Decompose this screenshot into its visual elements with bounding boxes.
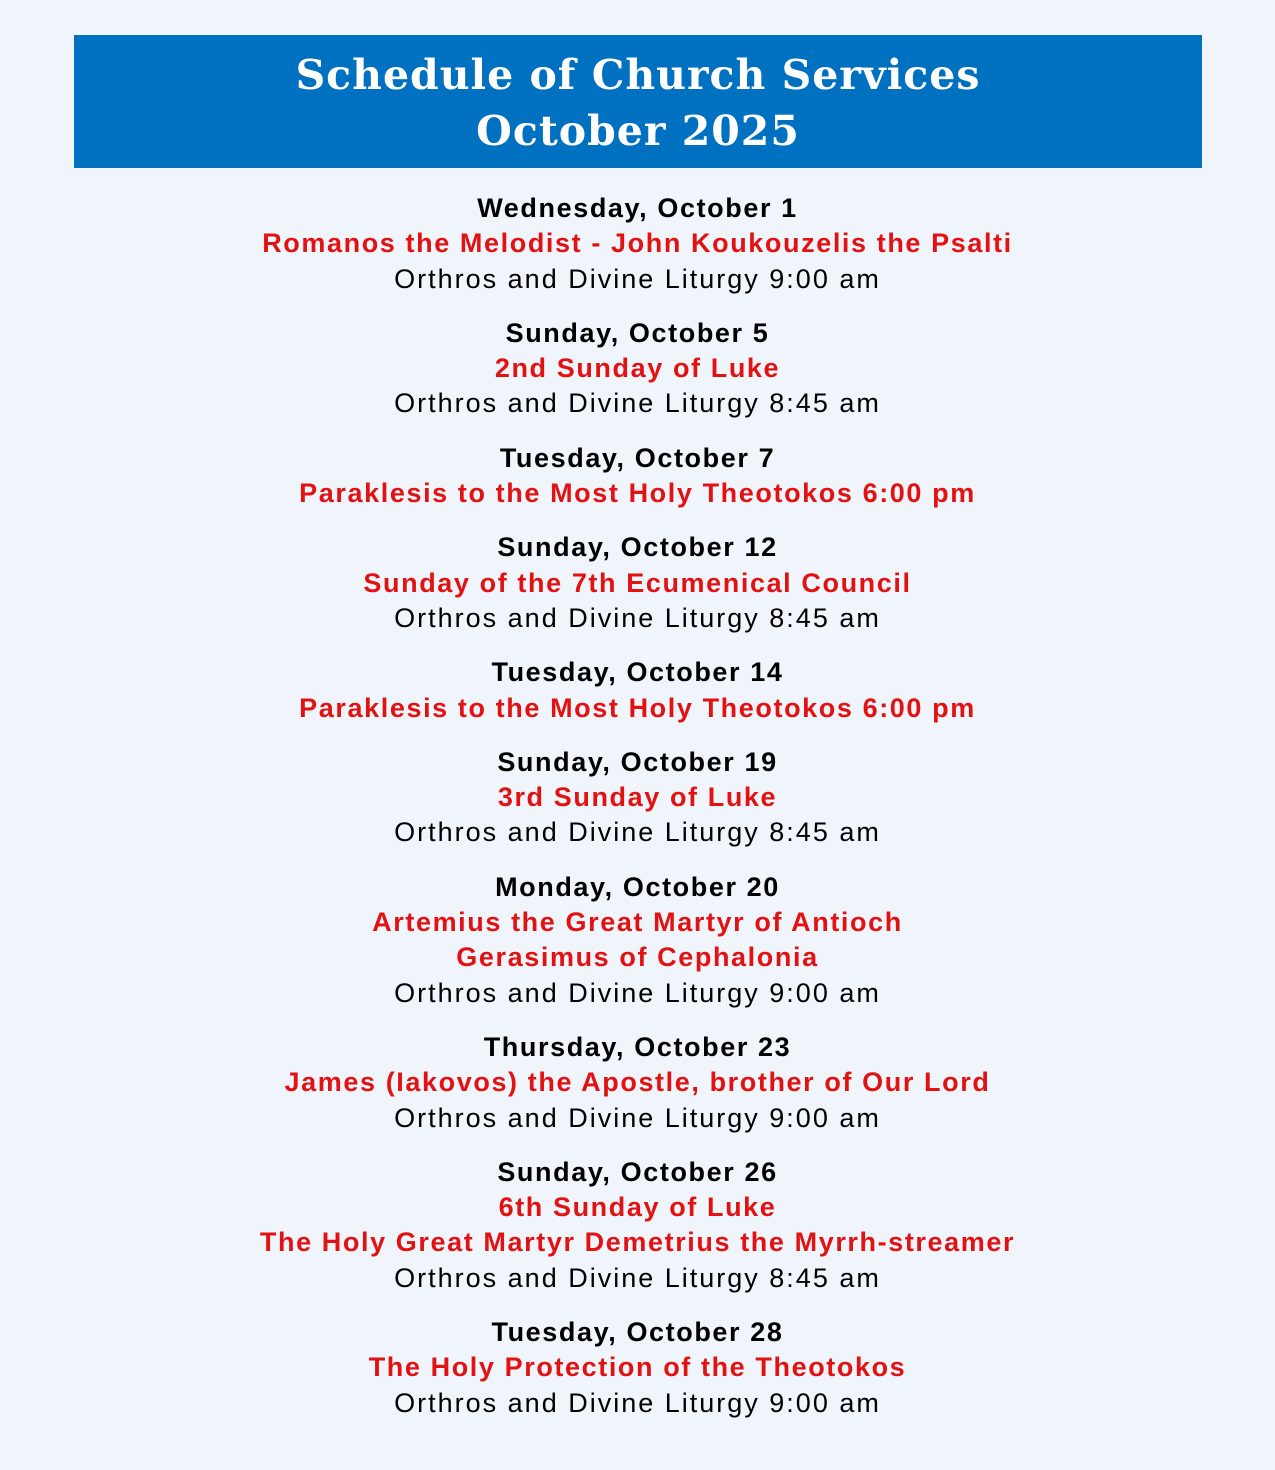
page-title: Schedule of Church Services <box>295 51 981 99</box>
entry-service-time: Orthros and Divine Liturgy 8:45 am <box>394 1262 881 1293</box>
entry-feast: Paraklesis to the Most Holy Theotokos 6:00 pm <box>299 692 976 723</box>
entry-feast: 2nd Sunday of Luke <box>494 353 781 384</box>
schedule-entry <box>0 1030 1275 1136</box>
entry-feast: The Holy Great Martyr Demetrius the Myrrh-streamer <box>259 1227 1016 1258</box>
schedule-entry <box>0 1155 1275 1296</box>
entry-service-time: Orthros and Divine Liturgy 9:00 am <box>394 1387 881 1418</box>
entry-feast: Gerasimus of Cephalonia <box>456 942 819 973</box>
schedule-entry <box>0 745 1275 851</box>
entry-date: Tuesday, October 28 <box>491 1317 784 1348</box>
schedule-entry <box>0 1315 1275 1421</box>
schedule-entry <box>0 655 1275 726</box>
schedule-entry <box>0 191 1275 297</box>
entry-feast: The Holy Protection of the Theotokos <box>368 1352 907 1383</box>
schedule-entry <box>0 316 1275 422</box>
schedule-entry <box>0 441 1275 512</box>
entry-feast: 6th Sunday of Luke <box>498 1192 777 1223</box>
entry-service-time: Orthros and Divine Liturgy 8:45 am <box>394 602 881 633</box>
entry-date: Tuesday, October 7 <box>499 442 776 473</box>
schedule-list <box>0 191 1275 1440</box>
entry-feast: James (Iakovos) the Apostle, brother of Our Lord <box>284 1067 991 1098</box>
entry-service-time: Orthros and Divine Liturgy 8:45 am <box>394 388 881 419</box>
entry-feast: Paraklesis to the Most Holy Theotokos 6:00 pm <box>299 478 976 509</box>
entry-date: Sunday, October 26 <box>497 1156 778 1187</box>
entry-service-time: Orthros and Divine Liturgy 8:45 am <box>394 817 881 848</box>
entry-date: Sunday, October 5 <box>505 317 770 348</box>
entry-feast: Romanos the Melodist - John Koukouzelis the Psalti <box>262 228 1013 259</box>
entry-service-time: Orthros and Divine Liturgy 9:00 am <box>394 263 881 294</box>
schedule-entry <box>0 870 1275 1011</box>
entry-feast: 3rd Sunday of Luke <box>497 782 778 813</box>
entry-date: Sunday, October 19 <box>497 746 778 777</box>
entry-feast: Sunday of the 7th Ecumenical Council <box>363 567 912 598</box>
page-subtitle-month: October 2025 <box>476 107 800 155</box>
entry-date: Sunday, October 12 <box>497 532 778 563</box>
header-banner <box>74 35 1202 168</box>
entry-service-time: Orthros and Divine Liturgy 9:00 am <box>394 1102 881 1133</box>
entry-date: Tuesday, October 14 <box>491 657 784 688</box>
entry-date: Thursday, October 23 <box>483 1031 792 1062</box>
entry-feast: Artemius the Great Martyr of Antioch <box>372 907 903 938</box>
schedule-entry <box>0 530 1275 636</box>
entry-date: Wednesday, October 1 <box>477 193 798 223</box>
entry-date: Monday, October 20 <box>495 871 780 902</box>
entry-service-time: Orthros and Divine Liturgy 9:00 am <box>394 977 881 1008</box>
